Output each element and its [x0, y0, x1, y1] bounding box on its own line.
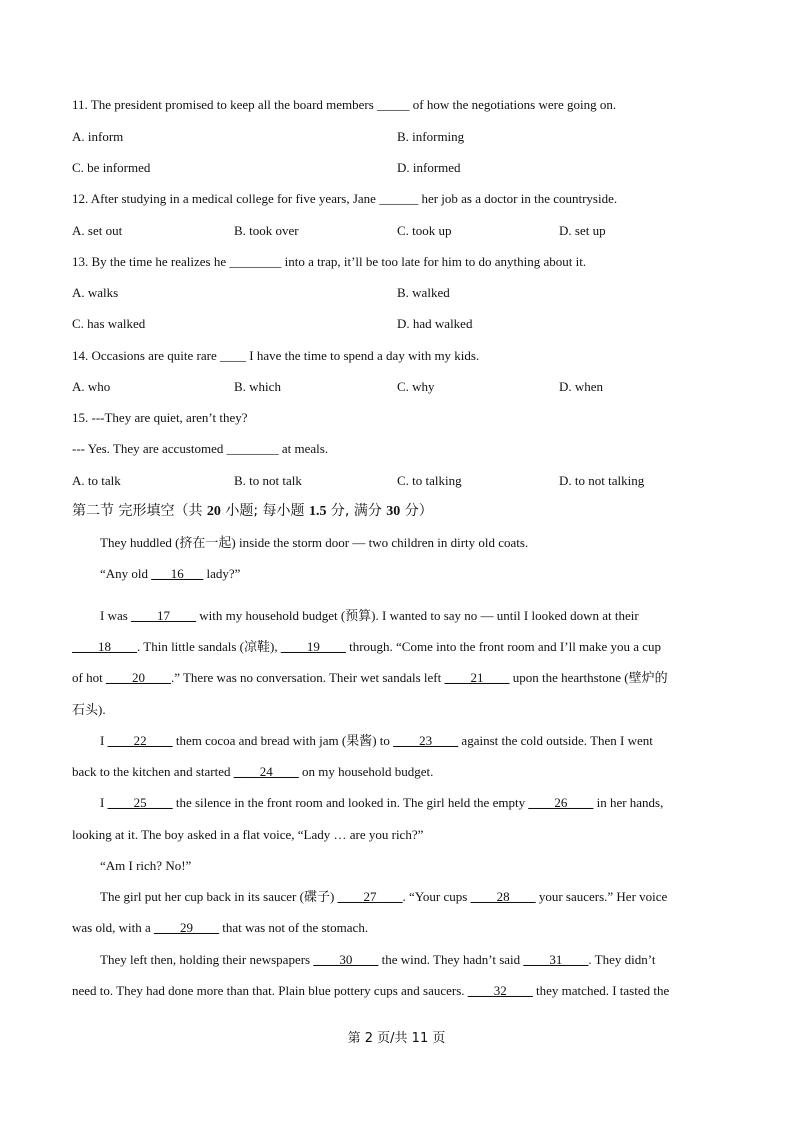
passage-paragraph-2: “Any old ___16___ lady?”	[100, 566, 241, 581]
question-15-stem: 15. ---They are quiet, aren’t they?	[72, 410, 248, 425]
passage-paragraph-3-line-2: ____18____. Thin little sandals (凉鞋), ____19____ through. “Come into the front room and I’ll make you a cup	[72, 639, 662, 654]
question-12-option-b: B. took over	[234, 223, 299, 238]
passage-paragraph-5-line-2: looking at it. The boy asked in a flat voice, “Lady … are you rich?”	[72, 827, 424, 842]
passage-paragraph-4-line-1: I ____22____ them cocoa and bread with jam (果酱) to ____23____ against the cold outside. Then I went	[100, 733, 653, 748]
blank-25: ____25____	[107, 795, 173, 810]
question-15-stem-response: --- Yes. They are accustomed ________ at meals.	[72, 441, 329, 456]
question-15-option-c: C. to talking	[397, 473, 462, 488]
passage-paragraph-7-line-2: was old, with a ____29____ that was not of the stomach.	[72, 920, 369, 935]
blank-31: ____31____	[523, 952, 589, 967]
blank-21: ____21____	[444, 670, 510, 685]
blank-28: ____28____	[470, 889, 536, 904]
passage-paragraph-6: “Am I rich? No!”	[100, 858, 192, 873]
question-11-option-b: B. informing	[397, 129, 465, 144]
question-15-option-a: A. to talk	[72, 473, 121, 488]
passage-paragraph-5-line-1: I ____25____ the silence in the front room and looked in. The girl held the empty ____26____ in her hands,	[100, 795, 664, 810]
blank-22: ____22____	[107, 733, 173, 748]
question-11-option-c: C. be informed	[72, 160, 151, 175]
blank-18: ____18____	[72, 639, 137, 654]
passage-paragraph-7-line-1: The girl put her cup back in its saucer (碟子) ____27____. “Your cups ____28____ your saucers.” Her voice	[100, 889, 668, 904]
blank-20: ____20____	[105, 670, 171, 685]
blank-26: ____26____	[528, 795, 594, 810]
question-12-option-d: D. set up	[559, 223, 606, 238]
question-13-option-b: B. walked	[397, 285, 450, 300]
passage-paragraph-4-line-2: back to the kitchen and started ____24____ on my household budget.	[72, 764, 434, 779]
blank-17: ____17____	[131, 608, 197, 623]
passage-paragraph-3-line-1: I was ____17____ with my household budget (预算). I wanted to say no — until I looked down at their	[100, 608, 639, 623]
blank-29: ____29____	[153, 920, 219, 935]
question-13-option-a: A. walks	[72, 285, 119, 300]
blank-30: ____30____	[313, 952, 379, 967]
question-12-stem: 12. After studying in a medical college for five years, Jane ______ her job as a doctor in the countryside.	[72, 191, 618, 206]
question-13-stem: 13. By the time he realizes he ________ into a trap, it’ll be too late for him to do anything about it.	[72, 254, 587, 269]
question-11-option-a: A. inform	[72, 129, 124, 144]
blank-32: ____32____	[467, 983, 533, 998]
question-14-option-b: B. which	[234, 379, 281, 394]
passage-paragraph-1: They huddled (挤在一起) inside the storm door — two children in dirty old coats.	[100, 535, 529, 550]
blank-27: ____27____	[337, 889, 403, 904]
blank-19: ____19____	[280, 639, 346, 654]
passage-paragraph-8-line-1: They left then, holding their newspapers ____30____ the wind. They hadn’t said ____31____. They didn’t	[100, 952, 656, 967]
question-14-option-c: C. why	[397, 379, 435, 394]
question-12-option-a: A. set out	[72, 223, 123, 238]
question-12-option-c: C. took up	[397, 223, 452, 238]
question-11-stem: 11. The president promised to keep all the board members _____ of how the negotiations were going on.	[72, 97, 617, 112]
passage-paragraph-3-line-4: 石头).	[72, 702, 106, 717]
blank-23: ____23____	[393, 733, 459, 748]
blank-24: ____24____	[233, 764, 299, 779]
question-15-option-b: B. to not talk	[234, 473, 302, 488]
question-14-option-a: A. who	[72, 379, 111, 394]
blank-16: ___16___	[151, 566, 204, 581]
passage-paragraph-8-line-2: need to. They had done more than that. Plain blue pottery cups and saucers. ____32____ they matched. I tasted the	[72, 983, 670, 998]
question-13-option-c: C. has walked	[72, 316, 146, 331]
question-15-option-d: D. to not talking	[559, 473, 645, 488]
question-11-option-d: D. informed	[397, 160, 461, 175]
page-number-footer: 第 2 页/共 11 页	[347, 1031, 446, 1046]
question-13-option-d: D. had walked	[397, 316, 473, 331]
section-2-title: 第二节 完形填空（共 20 小题; 每小题 1.5 分, 满分 30 分）	[72, 503, 433, 519]
question-14-option-d: D. when	[559, 379, 604, 394]
question-14-stem: 14. Occasions are quite rare ____ I have the time to spend a day with my kids.	[72, 348, 480, 363]
passage-paragraph-3-line-3: of hot ____20____.” There was no conversation. Their wet sandals left ____21____ upon the hearthstone (壁炉的	[72, 670, 668, 685]
